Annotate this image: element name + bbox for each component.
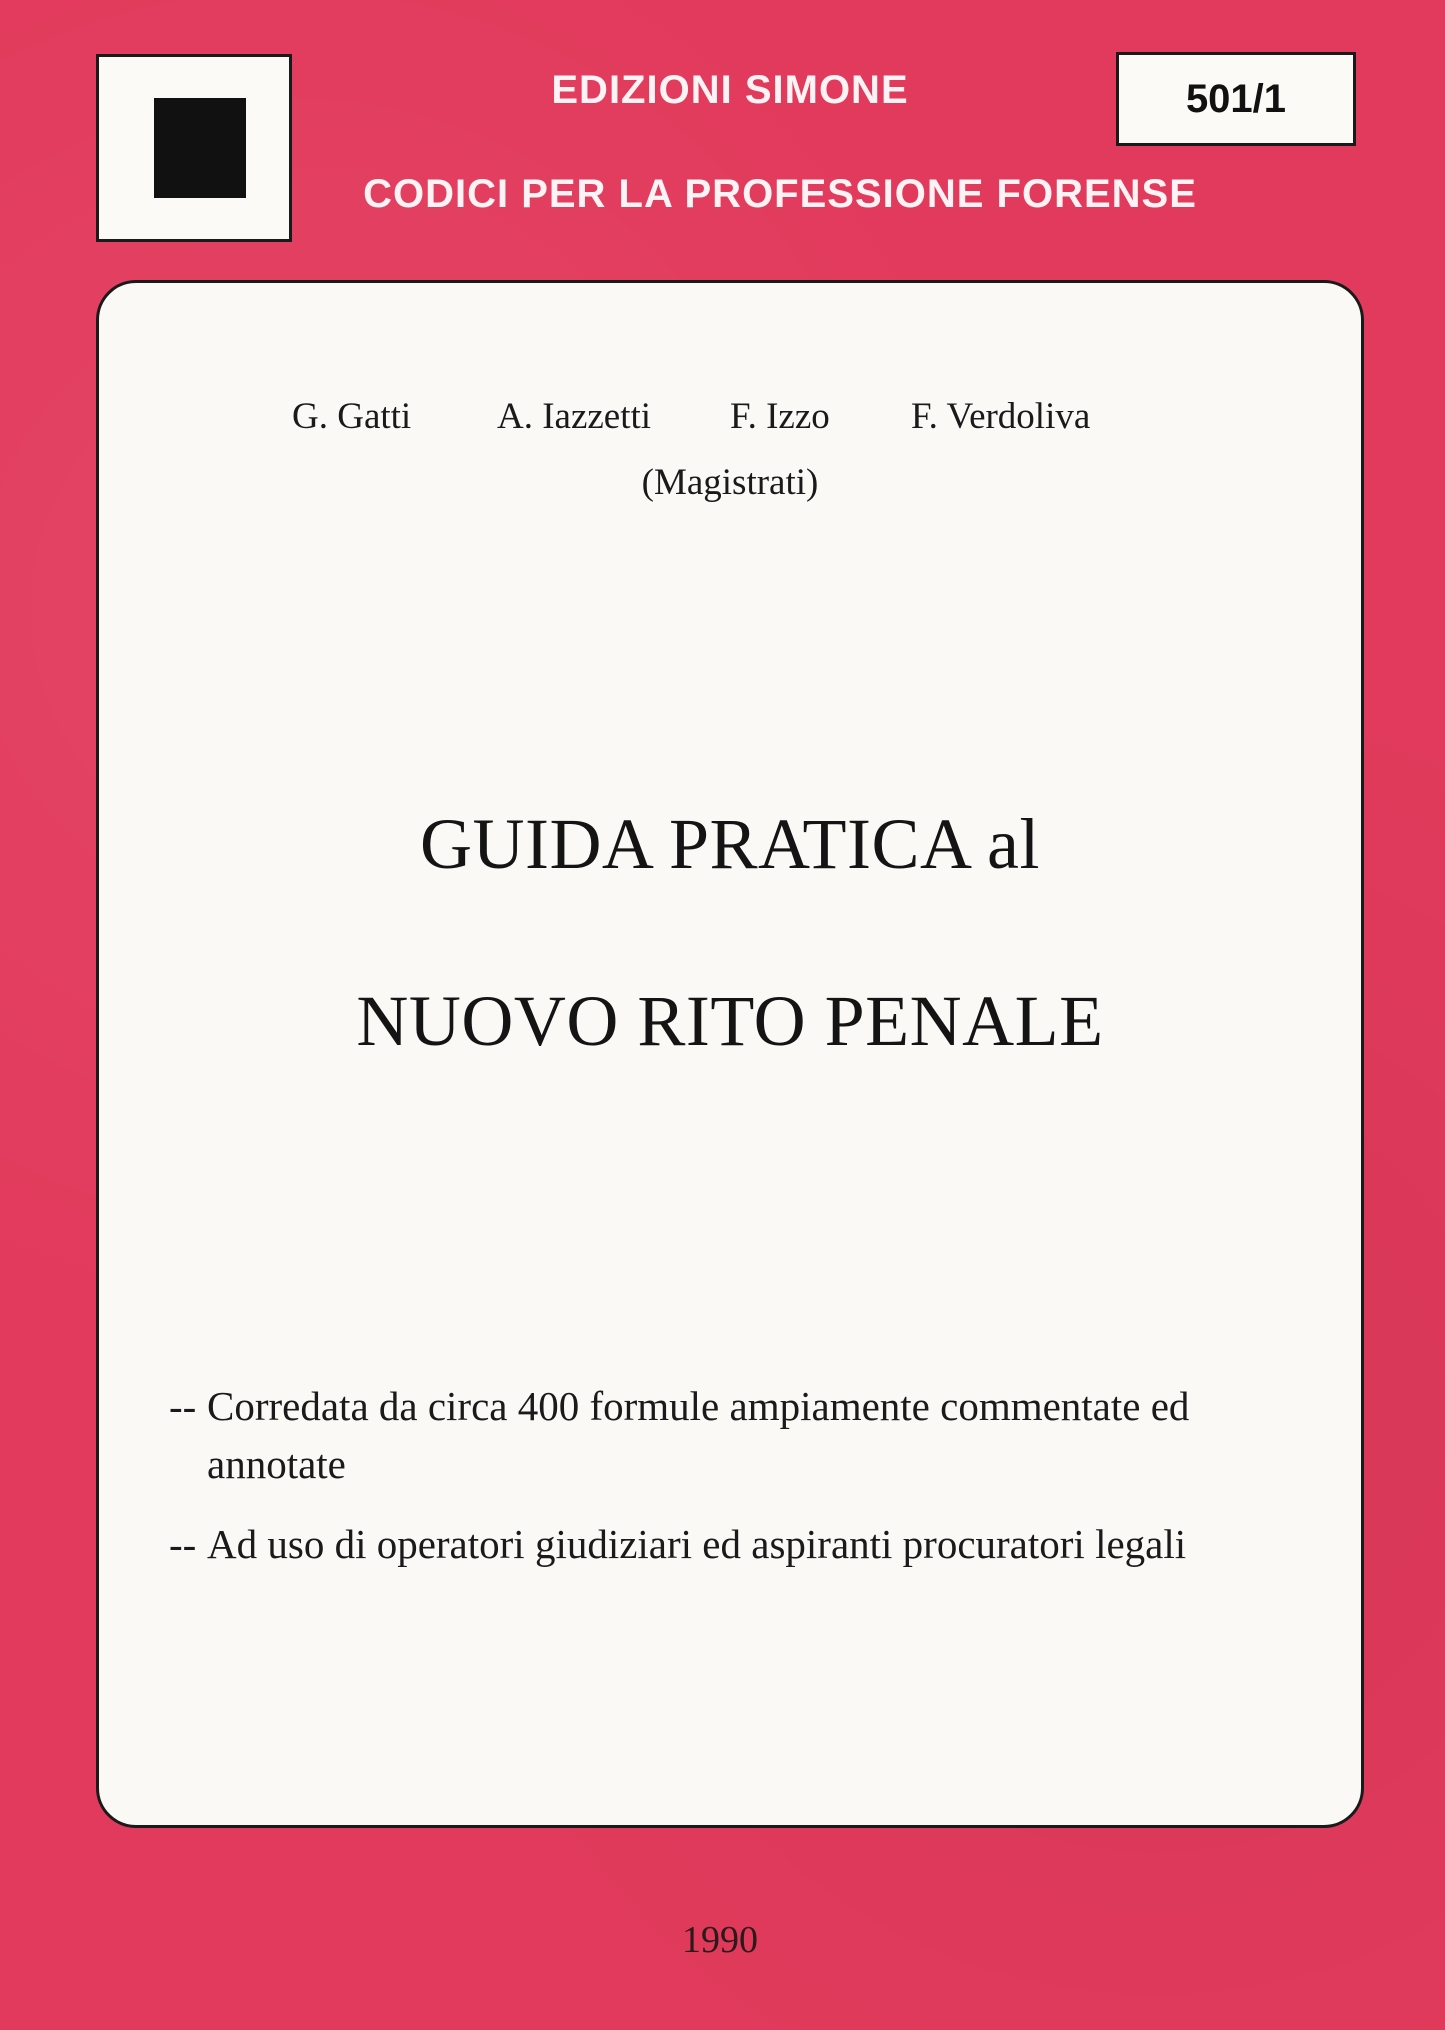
author-name: G. Gatti [292, 396, 412, 437]
cover-note [169, 1377, 1329, 1493]
publication-year: 1990 [682, 1919, 758, 1961]
catalog-code: 501/1 [1116, 52, 1356, 146]
series-name: CODICI PER LA PROFESSIONE FORENSE [363, 172, 1197, 216]
note-text: Ad uso di operatori giudiziari ed aspiranti procuratori legali [207, 1521, 1187, 1567]
note-text: Corredata da circa 400 formule ampiamente commentate ed annotate [207, 1383, 1190, 1487]
note-dash: -- [169, 1521, 197, 1567]
author-name: A. Iazzetti [497, 396, 652, 437]
publisher-name: EDIZIONI SIMONE [551, 68, 909, 112]
cover-note [169, 1515, 1329, 1573]
author-role: (Magistrati) [641, 462, 819, 503]
cover-notes [169, 1377, 1329, 1595]
author-name: F. Verdoliva [911, 396, 1091, 437]
book-title-line-2: NUOVO RITO PENALE [356, 981, 1104, 1061]
author-list [99, 395, 1361, 445]
publisher-logo [96, 54, 292, 242]
book-title-line-1: GUIDA PRATICA al [419, 804, 1041, 884]
author-name: F. Izzo [730, 396, 830, 437]
note-dash: -- [169, 1383, 197, 1429]
title-panel [96, 280, 1364, 1828]
logo-square-icon [154, 98, 246, 198]
